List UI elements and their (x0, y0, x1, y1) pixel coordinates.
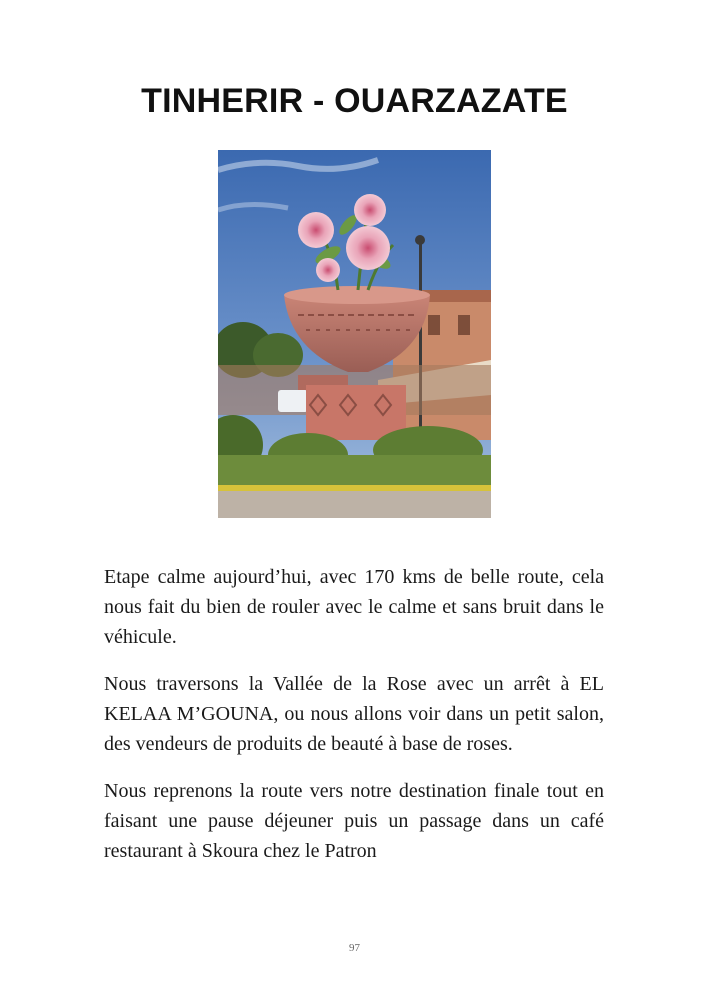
page-title: TINHERIR - OUARZAZATE (141, 82, 568, 120)
rose-fountain-photo (218, 150, 491, 518)
page-number: 97 (349, 942, 360, 954)
paragraph: Etape calme aujourd’hui, avec 170 kms de belle route, cela nous fait du bien de rouler avec le calme et sans bruit dans le véhicule. (104, 566, 604, 648)
body-text (104, 562, 604, 883)
paragraph: Nous reprenons la route vers notre destination finale tout en faisant une pause déjeuner puis un passage dans un café restaurant à Skoura chez le Patron (104, 780, 604, 862)
paragraph: Nous traversons la Vallée de la Rose avec un arrêt à EL KELAA M’GOUNA, ou nous allons voir dans un petit salon, des vendeurs de produits de beauté à base de roses. (104, 673, 604, 755)
